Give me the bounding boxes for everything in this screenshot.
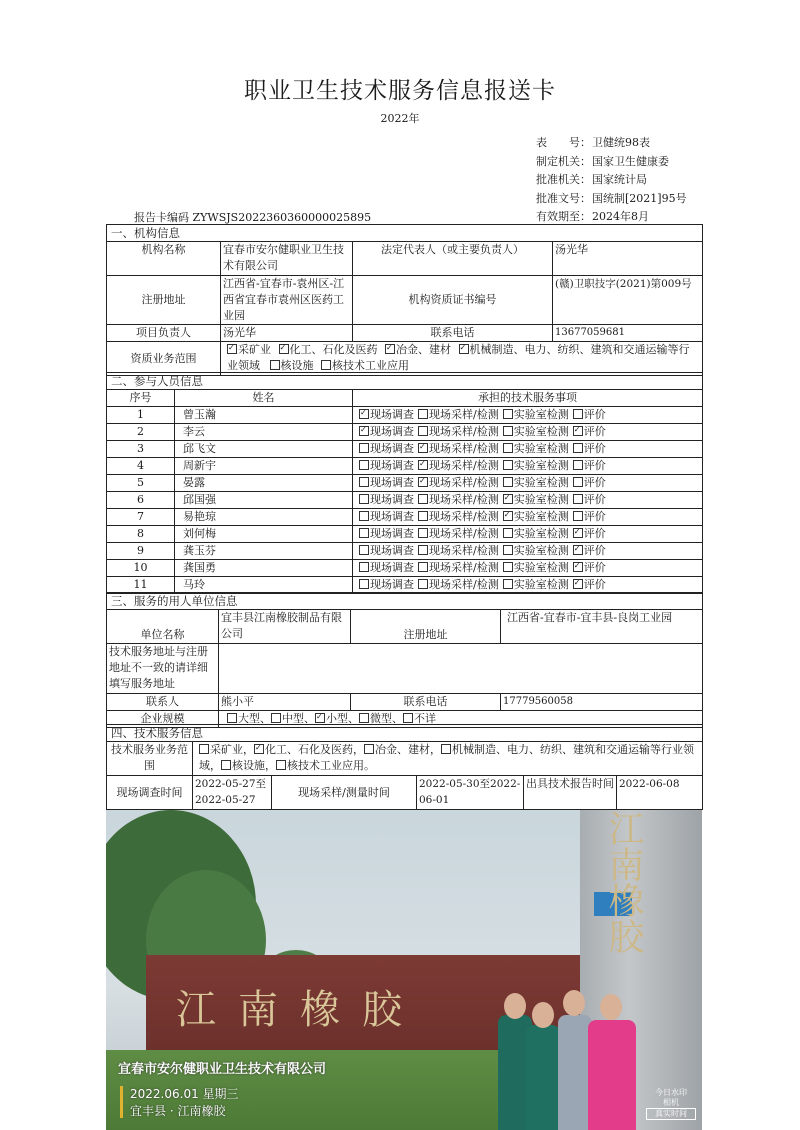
checkbox-unchecked[interactable] <box>418 426 428 436</box>
staff-no: 1 <box>107 407 175 424</box>
phone-value: 13677059681 <box>553 325 703 342</box>
checkbox-unchecked[interactable] <box>359 545 369 555</box>
col-header-tasks: 承担的技术服务事项 <box>353 390 703 407</box>
scope-option: ✓ 化工、石化及医药 <box>279 343 378 356</box>
staff-tasks <box>353 458 703 475</box>
task-option: 现场调查 <box>359 510 414 523</box>
staff-row <box>107 492 703 509</box>
checkbox-unchecked[interactable] <box>221 760 231 770</box>
sampling-time-label: 现场采样/测量时间 <box>272 776 417 810</box>
checkbox-checked[interactable] <box>573 426 583 436</box>
section3-table <box>106 592 703 728</box>
staff-name: 邱飞文 <box>175 441 353 458</box>
staff-no: 10 <box>107 560 175 577</box>
task-option: 实验室检测 <box>503 561 569 574</box>
survey-time-label: 现场调查时间 <box>107 776 193 810</box>
staff-name: 李云 <box>175 424 353 441</box>
staff-row <box>107 577 703 594</box>
watermark-accent-bar <box>120 1086 123 1118</box>
task-option: 现场调查 <box>359 578 414 591</box>
person-head <box>600 994 622 1020</box>
section1-table <box>106 224 703 376</box>
unit-phone-value: 17779560058 <box>501 694 703 711</box>
scope-option: 机械制造、电力、纺织、建筑和交通运输等行业领域， <box>199 743 694 772</box>
task-option: ✓ 实验室检测 <box>503 493 569 506</box>
phone-label: 联系电话 <box>353 325 553 342</box>
unit-name-label: 单位名称 <box>107 610 219 644</box>
checkbox-checked[interactable] <box>418 443 428 453</box>
checkbox-unchecked[interactable] <box>359 460 369 470</box>
task-option: 现场调查 <box>359 527 414 540</box>
staff-tasks <box>353 492 703 509</box>
task-option: ✓ 现场采样/检测 <box>418 459 499 472</box>
checkbox-unchecked[interactable] <box>359 579 369 589</box>
checkbox-checked[interactable] <box>254 744 264 754</box>
checkbox-unchecked[interactable] <box>418 528 428 538</box>
pillar-sign: 江南橡胶 <box>603 810 644 954</box>
report-time-value: 2022-06-08 <box>617 776 703 810</box>
staff-name: 晏露 <box>175 475 353 492</box>
task-option: ✓ 现场采样/检测 <box>418 476 499 489</box>
pm-label: 项目负责人 <box>107 325 221 342</box>
checkbox-unchecked[interactable] <box>573 409 583 419</box>
survey-time-value: 2022-05-27至2022-05-27 <box>193 776 272 810</box>
checkbox-unchecked[interactable] <box>364 744 374 754</box>
section1-title: 一、机构信息 <box>107 225 703 242</box>
cert-label: 机构资质证书编号 <box>353 276 553 325</box>
checkbox-checked[interactable] <box>279 344 289 354</box>
contact-label: 联系人 <box>107 694 219 711</box>
staff-no: 11 <box>107 577 175 594</box>
task-option: 现场采样/检测 <box>418 527 499 540</box>
scope-option: 核设施 <box>270 359 314 372</box>
staff-tasks <box>353 407 703 424</box>
task-option: ✓ 评价 <box>573 578 606 591</box>
staff-no: 6 <box>107 492 175 509</box>
checkbox-checked[interactable] <box>459 344 469 354</box>
scope-option: 核设施， <box>221 759 276 772</box>
size-option: 微型、 <box>359 712 403 725</box>
task-option: 评价 <box>573 442 606 455</box>
task-option: 现场调查 <box>359 476 414 489</box>
site-photo <box>106 810 702 1130</box>
task-option: 现场采样/检测 <box>418 578 499 591</box>
person-head <box>563 990 585 1016</box>
checkbox-unchecked[interactable] <box>573 494 583 504</box>
col-header-name: 姓名 <box>175 390 353 407</box>
wall-sign: 江南橡胶 <box>176 987 424 1033</box>
task-option: 现场调查 <box>359 442 414 455</box>
cert-value: (赣)卫职技字(2021)第009号 <box>553 276 703 325</box>
task-option: 现场采样/检测 <box>418 408 499 421</box>
checkbox-unchecked[interactable] <box>573 477 583 487</box>
report-time-label: 出具技术报告时间 <box>524 776 617 810</box>
staff-no: 7 <box>107 509 175 526</box>
checkbox-checked[interactable] <box>573 562 583 572</box>
checkbox-unchecked[interactable] <box>573 460 583 470</box>
unit-name-value: 宜丰县江南橡胶制品有限公司 <box>219 610 351 644</box>
checkbox-unchecked[interactable] <box>359 528 369 538</box>
person <box>526 1025 560 1130</box>
watermark-company: 宜春市安尔健职业卫生技术有限公司 <box>118 1062 327 1077</box>
staff-no: 8 <box>107 526 175 543</box>
size-option: 大型、 <box>227 712 271 725</box>
task-option: 现场调查 <box>359 561 414 574</box>
checkbox-checked[interactable] <box>503 511 513 521</box>
form-meta <box>536 134 687 227</box>
section2-title: 二、参与人员信息 <box>107 373 703 390</box>
watermark-date: 2022.06.01 星期三 <box>130 1087 239 1101</box>
person-head <box>532 1002 554 1028</box>
meta-form-number: 表 号：卫健统98表 <box>536 136 650 149</box>
checkbox-unchecked[interactable] <box>418 409 428 419</box>
checkbox-unchecked[interactable] <box>359 511 369 521</box>
meta-valid-until: 有效期至：2024年8月 <box>536 210 649 223</box>
person <box>588 1020 636 1130</box>
staff-tasks <box>353 577 703 594</box>
checkbox-unchecked[interactable] <box>418 511 428 521</box>
staff-row <box>107 441 703 458</box>
staff-row <box>107 458 703 475</box>
checkbox-unchecked[interactable] <box>359 713 369 723</box>
checkbox-unchecked[interactable] <box>227 713 237 723</box>
staff-row <box>107 475 703 492</box>
checkbox-unchecked[interactable] <box>418 545 428 555</box>
scope-option: ✓ 化工、石化及医药， <box>254 743 364 756</box>
checkbox-checked[interactable] <box>573 545 583 555</box>
section2-table <box>106 372 703 594</box>
task-option: ✓ 现场调查 <box>359 425 414 438</box>
checkbox-unchecked[interactable] <box>199 744 209 754</box>
task-option: 实验室检测 <box>503 527 569 540</box>
section4-table <box>106 724 703 810</box>
checkbox-unchecked[interactable] <box>503 443 513 453</box>
checkbox-unchecked[interactable] <box>359 494 369 504</box>
task-option: 实验室检测 <box>503 442 569 455</box>
size-option: 不详 <box>403 712 436 725</box>
task-option: ✓ 评价 <box>573 544 606 557</box>
checkbox-checked[interactable] <box>227 344 237 354</box>
scope-option: ✓ 机械制造、电力、纺织、建筑和交通运输等行业领域 <box>227 343 690 372</box>
checkbox-checked[interactable] <box>418 477 428 487</box>
checkbox-unchecked[interactable] <box>359 443 369 453</box>
checkbox-unchecked[interactable] <box>503 545 513 555</box>
legal-rep-value: 汤光华 <box>553 242 703 276</box>
staff-name: 易艳琼 <box>175 509 353 526</box>
staff-name: 周新宇 <box>175 458 353 475</box>
staff-row <box>107 424 703 441</box>
scope-label: 资质业务范围 <box>107 342 221 376</box>
checkbox-unchecked[interactable] <box>503 562 513 572</box>
staff-tasks <box>353 475 703 492</box>
staff-tasks <box>353 543 703 560</box>
page-title: 职业卫生技术服务信息报送卡 <box>244 78 556 104</box>
task-option: ✓ 评价 <box>573 425 606 438</box>
task-option: 实验室检测 <box>503 408 569 421</box>
watermark-stamp: 今日水印 相机 真实时间 <box>646 1088 696 1120</box>
task-option: 实验室检测 <box>503 425 569 438</box>
size-option: 中型、 <box>271 712 315 725</box>
org-name-value: 宜春市安尔健职业卫生技术有限公司 <box>221 242 353 276</box>
meta-approval-number: 批准文号：国统制[2021]95号 <box>536 191 687 205</box>
checkbox-unchecked[interactable] <box>503 528 513 538</box>
checkbox-checked[interactable] <box>418 460 428 470</box>
staff-list <box>107 407 703 594</box>
task-option: 现场采样/检测 <box>418 561 499 574</box>
service-scope-label: 技术服务业务范围 <box>107 742 193 776</box>
task-option: 实验室检测 <box>503 459 569 472</box>
task-option: ✓ 评价 <box>573 527 606 540</box>
staff-tasks <box>353 526 703 543</box>
person <box>558 1015 592 1130</box>
staff-name: 马玲 <box>175 577 353 594</box>
checkbox-unchecked[interactable] <box>573 511 583 521</box>
checkbox-unchecked[interactable] <box>503 409 513 419</box>
checkbox-unchecked[interactable] <box>503 579 513 589</box>
section4-title: 四、技术服务信息 <box>107 725 703 742</box>
checkbox-unchecked[interactable] <box>359 562 369 572</box>
checkbox-unchecked[interactable] <box>418 579 428 589</box>
task-option: 评价 <box>573 510 606 523</box>
reg-addr-value: 江西省-宜春市-袁州区-江西省宜春市袁州区医药工业园 <box>221 276 353 325</box>
checkbox-checked[interactable] <box>359 426 369 436</box>
staff-no: 2 <box>107 424 175 441</box>
staff-row <box>107 543 703 560</box>
staff-name: 邱国强 <box>175 492 353 509</box>
task-option: 现场调查 <box>359 544 414 557</box>
size-option: ✓ 小型、 <box>315 712 359 725</box>
pm-value: 汤光华 <box>221 325 353 342</box>
service-scope <box>193 742 703 776</box>
org-name-label: 机构名称 <box>107 242 221 276</box>
staff-tasks <box>353 441 703 458</box>
task-option: 现场采样/检测 <box>418 425 499 438</box>
contact-value: 熊小平 <box>219 694 351 711</box>
task-option: 实验室检测 <box>503 476 569 489</box>
unit-phone-label: 联系电话 <box>351 694 501 711</box>
scope-option: 采矿业， <box>199 743 254 756</box>
task-option: ✓ 现场采样/检测 <box>418 442 499 455</box>
task-option: 评价 <box>573 459 606 472</box>
staff-tasks <box>353 560 703 577</box>
checkbox-checked[interactable] <box>573 579 583 589</box>
task-option: ✓ 实验室检测 <box>503 510 569 523</box>
report-year: 2022年 <box>380 112 420 125</box>
checkbox-unchecked[interactable] <box>418 562 428 572</box>
scope-option: ✓采矿业 <box>227 343 271 356</box>
size-label: 企业规模 <box>107 711 219 728</box>
staff-no: 9 <box>107 543 175 560</box>
checkbox-checked[interactable] <box>385 344 395 354</box>
checkbox-checked[interactable] <box>359 409 369 419</box>
scope-option: 核技术工业应用 <box>321 359 409 372</box>
staff-tasks <box>353 509 703 526</box>
task-option: 现场调查 <box>359 459 414 472</box>
checkbox-unchecked[interactable] <box>359 477 369 487</box>
checkbox-unchecked[interactable] <box>503 460 513 470</box>
scope-option: ✓ 冶金、建材 <box>385 343 451 356</box>
checkbox-checked[interactable] <box>503 494 513 504</box>
checkbox-unchecked[interactable] <box>573 443 583 453</box>
staff-row <box>107 407 703 424</box>
unit-reg-addr-label: 注册地址 <box>351 610 501 644</box>
staff-row <box>107 509 703 526</box>
staff-name: 龚玉芬 <box>175 543 353 560</box>
qualification-scope <box>221 342 703 376</box>
reg-addr-label: 注册地址 <box>107 276 221 325</box>
sampling-time-value: 2022-05-30至2022-06-01 <box>417 776 524 810</box>
legal-rep-label: 法定代表人（或主要负责人） <box>353 242 553 276</box>
section3-title: 三、服务的用人单位信息 <box>107 593 703 610</box>
task-option: 现场调查 <box>359 493 414 506</box>
task-option: 实验室检测 <box>503 544 569 557</box>
task-option: 现场采样/检测 <box>418 493 499 506</box>
person-head <box>504 993 526 1019</box>
scope-option: 核技术工业应用。 <box>276 759 375 772</box>
task-option: ✓ 现场调查 <box>359 408 414 421</box>
task-option: 现场采样/检测 <box>418 510 499 523</box>
staff-no: 3 <box>107 441 175 458</box>
checkbox-unchecked[interactable] <box>503 477 513 487</box>
staff-row <box>107 560 703 577</box>
scope-option: 冶金、建材， <box>364 743 441 756</box>
checkbox-unchecked[interactable] <box>503 426 513 436</box>
checkbox-unchecked[interactable] <box>321 360 331 370</box>
staff-name: 龚国勇 <box>175 560 353 577</box>
task-option: 评价 <box>573 476 606 489</box>
staff-row <box>107 526 703 543</box>
task-option: 评价 <box>573 493 606 506</box>
checkbox-unchecked[interactable] <box>270 360 280 370</box>
meta-issuing-authority: 制定机关：国家卫生健康委 <box>536 154 669 168</box>
checkbox-checked[interactable] <box>573 528 583 538</box>
checkbox-unchecked[interactable] <box>271 713 281 723</box>
checkbox-checked[interactable] <box>315 713 325 723</box>
service-addr-label: 技术服务地址与注册地址不一致的请详细填写服务地址 <box>107 644 219 694</box>
staff-tasks <box>353 424 703 441</box>
col-header-no: 序号 <box>107 390 175 407</box>
staff-no: 5 <box>107 475 175 492</box>
checkbox-unchecked[interactable] <box>403 713 413 723</box>
unit-reg-addr-value: 江西省-宜春市-宜丰县-良岗工业园 <box>501 610 703 644</box>
service-addr-value <box>219 644 703 694</box>
meta-approving-authority: 批准机关：国家统计局 <box>536 173 647 186</box>
staff-name: 曾玉瀚 <box>175 407 353 424</box>
staff-no: 4 <box>107 458 175 475</box>
checkbox-unchecked[interactable] <box>276 760 286 770</box>
task-option: 现场采样/检测 <box>418 544 499 557</box>
checkbox-unchecked[interactable] <box>441 744 451 754</box>
staff-name: 刘何梅 <box>175 526 353 543</box>
checkbox-unchecked[interactable] <box>418 494 428 504</box>
watermark-location: 宜丰县 · 江南橡胶 <box>130 1104 226 1118</box>
task-option: ✓ 评价 <box>573 561 606 574</box>
task-option: 实验室检测 <box>503 578 569 591</box>
report-code: 报告卡编码 ZYWSJS2022360360000025895 <box>134 211 372 224</box>
task-option: 评价 <box>573 408 606 421</box>
